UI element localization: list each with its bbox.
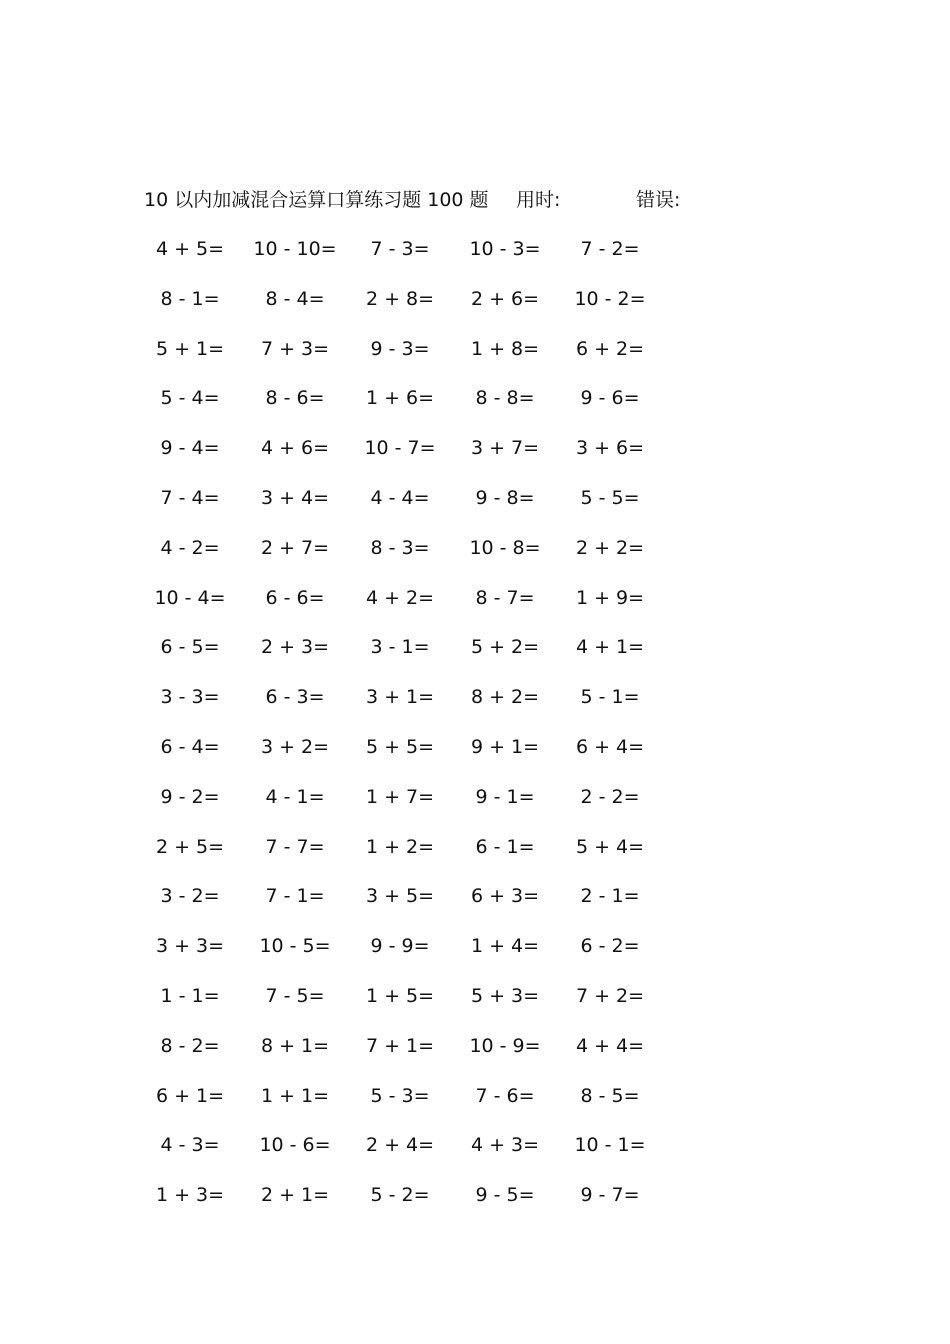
math-problem: 10 - 3=	[469, 238, 541, 260]
math-problem: 2 + 6=	[470, 287, 540, 310]
math-problem: 7 - 7=	[265, 835, 325, 858]
problem-grid	[140, 232, 680, 1228]
math-problem: 3 - 2=	[160, 885, 220, 908]
problem-row	[140, 481, 680, 531]
math-problem: 6 - 4=	[160, 735, 220, 758]
math-problem: 6 - 2=	[580, 935, 640, 958]
math-problem: 10 - 1=	[574, 1134, 646, 1157]
errors-label: 错误:	[636, 189, 681, 211]
math-problem: 9 - 4=	[160, 437, 220, 460]
problem-row	[140, 929, 680, 979]
math-problem: 9 - 5=	[475, 1184, 535, 1207]
problem-row	[140, 581, 680, 631]
math-problem: 1 + 2=	[365, 835, 435, 858]
math-problem: 2 - 2=	[580, 785, 640, 808]
math-problem: 5 + 1=	[155, 337, 225, 360]
problem-row	[140, 232, 680, 282]
math-problem: 8 - 6=	[265, 387, 325, 410]
math-problem: 8 - 5=	[580, 1084, 640, 1107]
math-problem: 9 - 8=	[475, 486, 535, 509]
math-problem: 7 - 1=	[265, 885, 325, 908]
problem-row	[140, 531, 680, 581]
math-problem: 1 + 3=	[155, 1184, 225, 1207]
problem-row	[140, 680, 680, 730]
problem-row	[140, 630, 680, 680]
math-problem: 2 + 8=	[365, 287, 435, 310]
math-problem: 8 - 8=	[475, 387, 535, 410]
math-problem: 2 + 4=	[365, 1134, 435, 1157]
math-problem: 9 - 2=	[160, 785, 220, 808]
math-problem: 8 - 4=	[265, 287, 325, 310]
math-problem: 5 - 1=	[580, 686, 640, 709]
math-problem: 3 - 1=	[370, 636, 430, 659]
math-problem: 7 - 2=	[580, 238, 640, 260]
math-problem: 7 + 1=	[365, 1034, 435, 1057]
math-problem: 3 + 2=	[260, 735, 330, 758]
math-problem: 9 - 1=	[475, 785, 535, 808]
math-problem: 10 - 5=	[259, 935, 331, 958]
math-problem: 9 - 6=	[580, 387, 640, 410]
math-problem: 3 + 5=	[365, 885, 435, 908]
math-problem: 1 + 4=	[470, 935, 540, 958]
math-problem: 8 - 7=	[475, 586, 535, 609]
math-problem: 8 - 3=	[370, 536, 430, 559]
problem-row	[140, 979, 680, 1029]
math-problem: 7 - 5=	[265, 984, 325, 1007]
problem-row	[140, 1029, 680, 1079]
math-problem: 4 + 3=	[470, 1134, 540, 1157]
math-problem: 4 + 2=	[365, 586, 435, 609]
math-problem: 3 + 1=	[365, 686, 435, 709]
math-problem: 1 + 8=	[470, 337, 540, 360]
math-problem: 10 - 6=	[259, 1134, 331, 1157]
math-problem: 3 - 3=	[160, 686, 220, 709]
math-problem: 4 - 3=	[160, 1134, 220, 1157]
math-problem: 10 - 10=	[253, 238, 337, 260]
math-problem: 1 + 6=	[365, 387, 435, 410]
math-problem: 4 + 5=	[155, 238, 225, 260]
math-problem: 10 - 2=	[574, 287, 646, 310]
problem-row	[140, 1178, 680, 1228]
math-problem: 9 + 1=	[470, 735, 540, 758]
math-problem: 6 + 4=	[575, 735, 645, 758]
math-problem: 4 - 4=	[370, 486, 430, 509]
math-problem: 5 + 5=	[365, 735, 435, 758]
math-problem: 10 - 7=	[364, 437, 436, 460]
problem-row	[140, 830, 680, 880]
math-problem: 2 + 5=	[155, 835, 225, 858]
math-problem: 4 - 1=	[265, 785, 325, 808]
math-problem: 8 + 1=	[260, 1034, 330, 1057]
math-problem: 9 - 9=	[370, 935, 430, 958]
problem-row	[140, 332, 680, 382]
time-used-label: 用时:	[516, 189, 561, 211]
math-problem: 1 - 1=	[160, 984, 220, 1007]
math-problem: 6 - 1=	[475, 835, 535, 858]
math-problem: 6 + 3=	[470, 885, 540, 908]
math-problem: 5 - 2=	[370, 1184, 430, 1207]
math-problem: 8 - 1=	[160, 287, 220, 310]
math-problem: 4 - 2=	[160, 536, 220, 559]
math-problem: 1 + 7=	[365, 785, 435, 808]
math-problem: 6 - 3=	[265, 686, 325, 709]
math-problem: 9 - 7=	[580, 1184, 640, 1207]
math-problem: 2 - 1=	[580, 885, 640, 908]
problem-row	[140, 730, 680, 780]
math-problem: 7 + 2=	[575, 984, 645, 1007]
math-problem: 10 - 9=	[469, 1034, 541, 1057]
math-problem: 9 - 3=	[370, 337, 430, 360]
math-problem: 4 + 6=	[260, 437, 330, 460]
math-problem: 2 + 2=	[575, 536, 645, 559]
math-problem: 6 + 2=	[575, 337, 645, 360]
math-problem: 5 - 4=	[160, 387, 220, 410]
math-problem: 5 + 4=	[575, 835, 645, 858]
math-problem: 5 - 3=	[370, 1084, 430, 1107]
math-problem: 2 + 3=	[260, 636, 330, 659]
math-problem: 5 - 5=	[580, 486, 640, 509]
math-problem: 1 + 5=	[365, 984, 435, 1007]
math-problem: 10 - 8=	[469, 536, 541, 559]
math-problem: 8 - 2=	[160, 1034, 220, 1057]
math-problem: 7 + 3=	[260, 337, 330, 360]
problem-row	[140, 1079, 680, 1129]
math-problem: 10 - 4=	[154, 586, 226, 609]
math-problem: 8 + 2=	[470, 686, 540, 709]
math-problem: 2 + 7=	[260, 536, 330, 559]
math-problem: 6 + 1=	[155, 1084, 225, 1107]
math-problem: 3 + 3=	[155, 935, 225, 958]
math-problem: 1 + 1=	[260, 1084, 330, 1107]
math-problem: 4 + 1=	[575, 636, 645, 659]
math-problem: 6 - 6=	[265, 586, 325, 609]
math-problem: 3 + 7=	[470, 437, 540, 460]
math-problem: 5 + 2=	[470, 636, 540, 659]
math-problem: 5 + 3=	[470, 984, 540, 1007]
math-problem: 4 + 4=	[575, 1034, 645, 1057]
math-problem: 7 - 6=	[475, 1084, 535, 1107]
problem-row	[140, 282, 680, 332]
problem-row	[140, 431, 680, 481]
math-problem: 2 + 1=	[260, 1184, 330, 1207]
problem-row	[140, 381, 680, 431]
problem-row	[140, 1128, 680, 1178]
worksheet-title: 10 以内加减混合运算口算练习题 100 题	[144, 189, 489, 211]
math-problem: 6 - 5=	[160, 636, 220, 659]
math-problem: 7 - 4=	[160, 486, 220, 509]
math-problem: 7 - 3=	[370, 238, 430, 260]
math-problem: 1 + 9=	[575, 586, 645, 609]
math-problem: 3 + 4=	[260, 486, 330, 509]
problem-row	[140, 879, 680, 929]
math-problem: 3 + 6=	[575, 437, 645, 460]
problem-row	[140, 780, 680, 830]
